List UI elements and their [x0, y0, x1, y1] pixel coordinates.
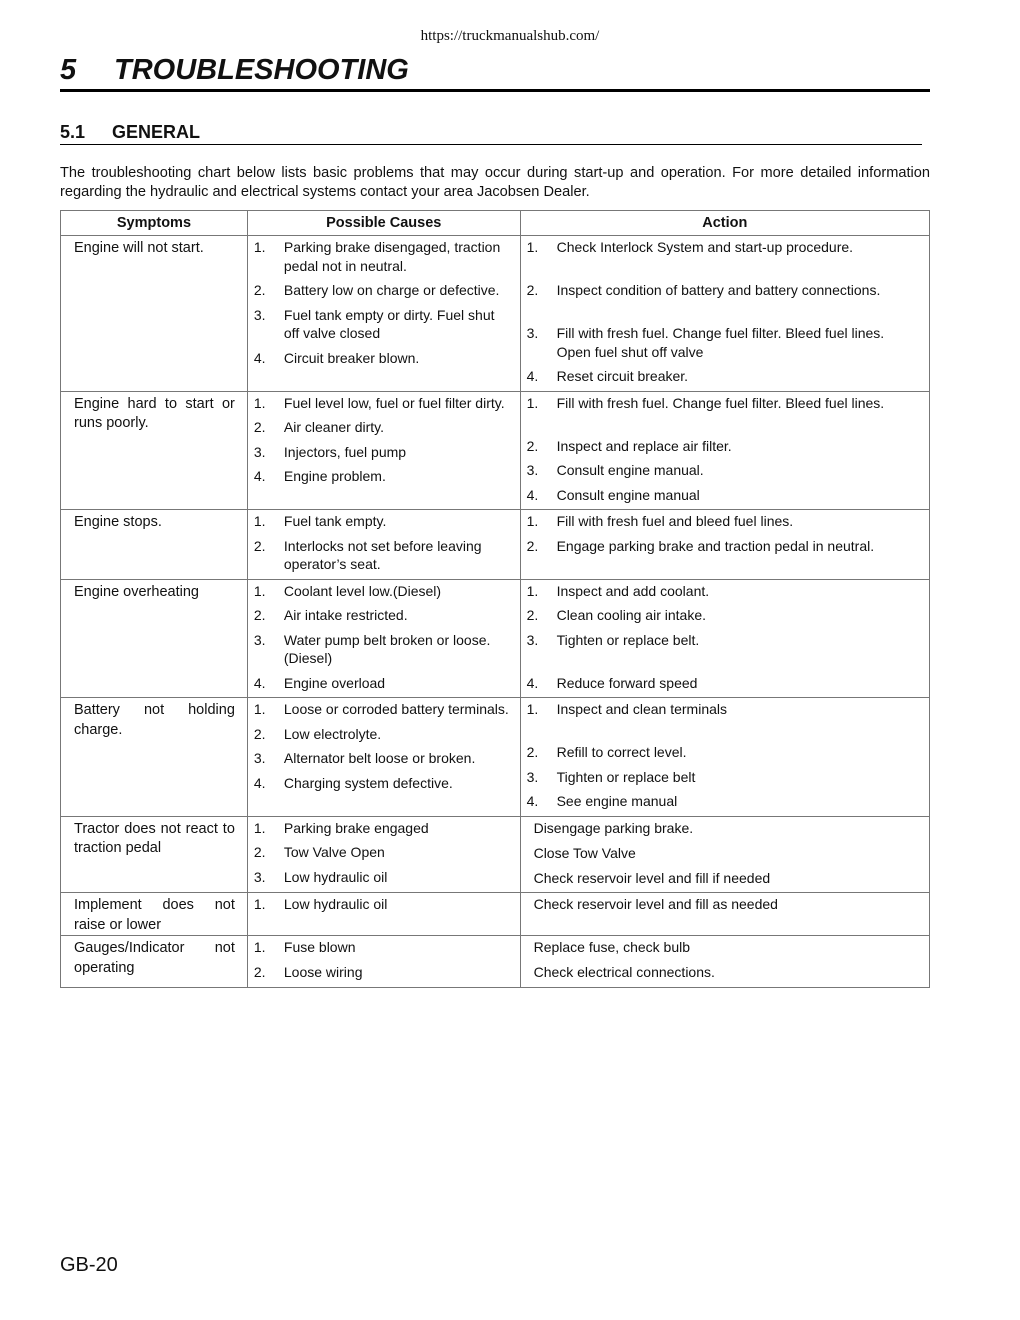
cause-item: 2. Low electrolyte. — [253, 725, 382, 742]
action-item: 1. Inspect and clean terminals — [526, 701, 728, 717]
action-item: Replace fuse, check bulb — [533, 939, 691, 955]
cause-item: 2. Air intake restricted. — [253, 607, 408, 623]
causes-cell — [247, 893, 520, 936]
action-item: 2. Refill to correct level. — [526, 744, 687, 760]
action-item: 3. Tighten or replace belt — [526, 768, 696, 785]
symptom-cell: Battery not holding charge. — [61, 698, 248, 817]
table-row — [61, 893, 930, 936]
action-item: Check electrical connections. — [533, 964, 715, 980]
actions-cell — [520, 510, 929, 580]
cause-item: 2. Tow Valve Open — [253, 844, 385, 860]
action-item: Check reservoir level and fill as needed — [533, 896, 778, 912]
column-header-action: Action — [520, 211, 929, 236]
section-number: 5.1 — [60, 122, 86, 142]
action-item: 4. Reduce forward speed — [526, 674, 698, 691]
symptom-cell: Engine will not start. — [61, 236, 248, 392]
actions-cell — [520, 579, 929, 698]
cause-item: 4. Charging system defective. — [253, 774, 453, 791]
action-item: 1. Fill with fresh fuel. Change fuel filter. Bleed fuel lines. — [526, 394, 885, 411]
action-item: 2. Inspect condition of battery and battery connections. — [526, 282, 881, 298]
table-header-row — [61, 211, 930, 236]
cause-item: 1. Low hydraulic oil — [253, 896, 388, 912]
cause-item: 2. Battery low on charge or defective. — [253, 282, 500, 298]
cause-item: 1. Parking brake disengaged, traction pedal not in neutral. — [253, 239, 501, 274]
table-row — [61, 698, 930, 817]
action-item: 3. Fill with fresh fuel. Change fuel filter. Bleed fuel lines. Open fuel shut off valve — [526, 325, 885, 360]
action-item: 1. Fill with fresh fuel and bleed fuel lines. — [526, 513, 794, 529]
table-row — [61, 391, 930, 510]
cause-item: 3. Low hydraulic oil — [253, 868, 388, 885]
column-header-symptoms: Symptoms — [61, 211, 248, 236]
cause-item: 4. Engine problem. — [253, 468, 386, 484]
cause-item: 4. Circuit breaker blown. — [253, 349, 420, 366]
action-item: Check reservoir level and fill if needed — [533, 869, 771, 886]
action-item: Disengage parking brake. — [533, 819, 694, 836]
page-number: GB-20 — [60, 1254, 118, 1276]
causes-cell — [247, 936, 520, 988]
causes-cell — [247, 236, 520, 392]
table-row — [61, 510, 930, 580]
action-item: 2. Clean cooling air intake. — [526, 607, 706, 623]
cause-item: 1. Fuel level low, fuel or fuel filter dirty. — [253, 394, 505, 411]
table-row — [61, 236, 930, 392]
chapter-heading — [60, 52, 930, 92]
cause-item: 3. Fuel tank empty or dirty. Fuel shut off valve closed — [253, 306, 495, 341]
header-url[interactable]: https://truckmanualshub.com/ — [420, 28, 600, 44]
cause-item: 1. Loose or corroded battery terminals. — [253, 701, 509, 717]
table-row — [61, 936, 930, 988]
action-item: Close Tow Valve — [533, 844, 636, 861]
actions-cell — [520, 236, 929, 392]
section-heading — [60, 121, 922, 145]
causes-cell — [247, 579, 520, 698]
section-title: GENERAL — [112, 122, 201, 142]
table-row — [61, 579, 930, 698]
cause-item: 2. Interlocks not set before leaving operator’s seat. — [253, 537, 482, 572]
chapter-number: 5 — [60, 54, 77, 86]
symptom-cell: Tractor does not react to traction pedal — [61, 816, 248, 893]
cause-item: 3. Injectors, fuel pump — [253, 443, 407, 460]
cause-item: 2. Air cleaner dirty. — [253, 419, 384, 435]
cause-item: 1. Parking brake engaged — [253, 819, 429, 836]
action-item: 4. Consult engine manual — [526, 486, 700, 503]
actions-cell — [520, 698, 929, 817]
symptom-cell: Engine stops. — [61, 510, 248, 580]
action-item: 1. Check Interlock System and start-up procedure. — [526, 239, 854, 255]
action-item: 3. Consult engine manual. — [526, 462, 704, 478]
symptom-cell: Implement does not raise or lower — [61, 893, 248, 936]
symptom-cell: Engine hard to start or runs poorly. — [61, 391, 248, 510]
action-item: 4. Reset circuit breaker. — [526, 368, 689, 384]
causes-cell — [247, 698, 520, 817]
cause-item: 1. Coolant level low.(Diesel) — [253, 582, 442, 599]
cause-item: 3. Alternator belt loose or broken. — [253, 750, 476, 766]
table-row — [61, 816, 930, 893]
symptom-cell: Gauges/Indicator not operating — [61, 936, 248, 988]
cause-item: 4. Engine overload — [253, 674, 386, 691]
actions-cell — [520, 391, 929, 510]
cause-item: 1. Fuel tank empty. — [253, 513, 387, 529]
cause-item: 3. Water pump belt broken or loose.(Diesel) — [253, 631, 491, 666]
causes-cell — [247, 510, 520, 580]
causes-cell — [247, 816, 520, 893]
action-item: 2. Engage parking brake and traction pedal in neutral. — [526, 537, 875, 554]
cause-item: 1. Fuse blown — [253, 939, 356, 955]
actions-cell — [520, 936, 929, 988]
action-item: 1. Inspect and add coolant. — [526, 582, 710, 599]
troubleshooting-table — [60, 210, 930, 988]
actions-cell — [520, 816, 929, 893]
symptom-cell: Engine overheating — [61, 579, 248, 698]
column-header-causes: Possible Causes — [247, 211, 520, 236]
causes-cell — [247, 391, 520, 510]
actions-cell — [520, 893, 929, 936]
action-item: 3. Tighten or replace belt. — [526, 631, 700, 648]
chapter-title: TROUBLESHOOTING — [114, 54, 409, 86]
action-item: 4. See engine manual — [526, 793, 678, 809]
cause-item: 2. Loose wiring — [253, 963, 363, 980]
action-item: 2. Inspect and replace air filter. — [526, 437, 732, 454]
intro-paragraph: The troubleshooting chart below lists basic problems that may occur during start-up and operation. For more detailed information regarding the hydraulic and electrical systems contact your area Jacobsen Dealer. — [60, 165, 930, 200]
